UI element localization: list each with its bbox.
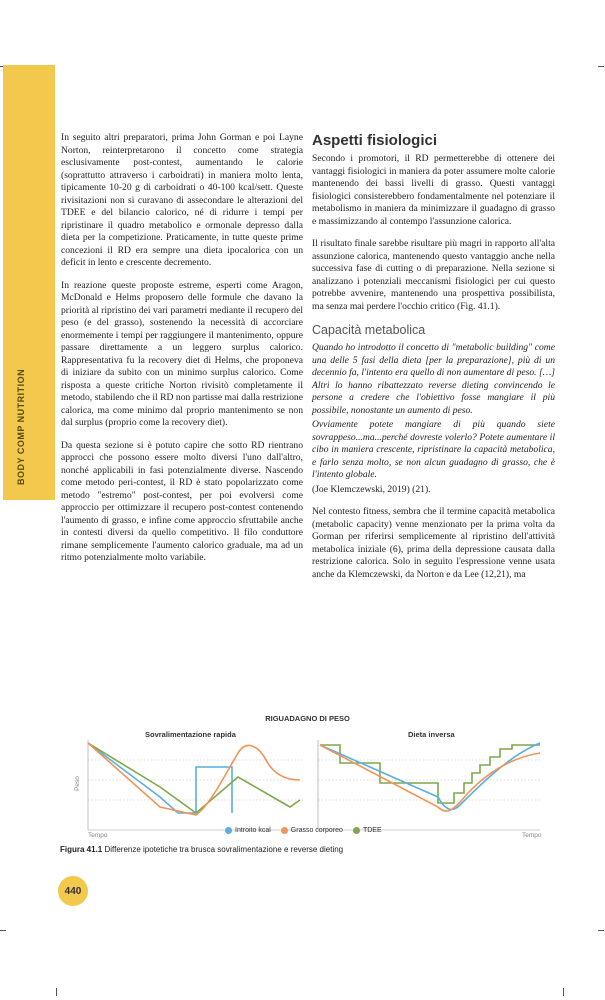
- series-intake-left: [88, 743, 232, 813]
- paragraph: Il risultato finale sarebbe risultare più magri in rapporto all'alta assunzione calorica, mantenendo questo vantaggio anche nella successiva fase di cutting o di preparazione. Nella sezione si analizzano i potenziali meccanismi fisiologici per cui questo potrebbe avvenire, mantenendo una prospettiva possibilista, ma senza mai perdere l'occhio critico (Fig. 41.1).: [312, 238, 555, 312]
- legend-dot: [225, 827, 232, 834]
- series-fat-right: [320, 745, 540, 811]
- series-fat-left: [88, 743, 300, 815]
- right-column: [312, 132, 555, 591]
- legend-dot: [281, 827, 288, 834]
- crop-mark: [598, 930, 604, 931]
- epigraph-quote: [312, 342, 555, 482]
- subsection-heading: Capacità metabolica: [312, 323, 426, 337]
- paragraph: In seguito altri preparatori, prima John Gorman e poi Layne Norton, reinterpretarono il concetto come strategia esclusivamente post-contest, aumentando le calorie (soprattutto attraverso i carboidrati) in maniera molto lenta, tipicamente 10-20 g di carboidrati o 40-100 kcal/sett. Queste rivisitazioni non si curavano di assecondare le alterazioni del TDEE e del bilancio calorico, né di ridurre i tempi per ripristinare il quadro metabolico e ormonale depresso dalla dieta per la competizione. Praticamente, in tutte queste prime concezioni il RD era sempre una dieta ipocalorica con un deficit in lento e crescente decremento.: [61, 132, 303, 268]
- figure-caption: [60, 845, 343, 854]
- series-intake-right: [320, 743, 540, 809]
- quote-source: (Joe Klemczewski, 2019) (21).: [312, 483, 431, 495]
- section-heading: Aspetti fisiologici: [312, 132, 438, 149]
- series-tdee-left: [88, 743, 300, 813]
- paragraph: In reazione queste proposte estreme, esperti come Aragon, McDonald e Helms proposero delle formule che davano la priorità al ripristino dei vari parametri mediante il recupero del peso (e del grasso), sostenendo la necessità di accorciare enormemente i tempi per raggiungere il mantenimento, oppure passare direttamente a un leggero surplus calorico. Rappresentativa fu la recovery diet di Helms, che proponeva di iniziare da subito con un minimo surplus calorico. Come risposta a queste critiche Norton rivisitò completamente il metodo, stabilendo che il RD non partisse mai dalla restrizione calorica, ma come minimo dal proprio mantenimento se non dal surplus (proprio come la recovery diet).: [61, 279, 303, 428]
- paragraph: Da questa sezione si è potuto capire che sotto RD rientrano approcci che possono essere molto diversi l'uno dall'altro, nonché applicabili in fasi potenzialmente diverse. Nascendo come metodo peri-contest, il RD è stato popolarizzato come metodo "estremo" post-contest, per poi evolversi come approccio per ottimizzare il recupero post-contest contenendo l'aumento di grasso, e infine come approccio sfruttabile anche in contesti diversi da quello competitivo. Il filo conduttore rimane semplicemente l'aumento calorico graduale, ma ad un ritmo potenzialmente molto variabile.: [61, 439, 303, 563]
- legend-label: Introito kcal: [235, 827, 271, 834]
- crop-mark: [56, 988, 57, 996]
- figure-41-1: [60, 710, 555, 880]
- legend-label: TDEE: [362, 827, 382, 834]
- paragraph: Secondo i promotori, il RD permetterebbe di ottenere dei vantaggi fisiologici in maniera da poter assumere molte calorie mantenendo dei bassi livelli di grasso. Questi vantaggi fisiologici consisterebbero fondamentalmente nel potenziare il metabolismo in maniera da minimizzare il guadagno di grasso e massimizzando al contempo l'assunzione calorica.: [312, 153, 555, 227]
- quote-paragraph: Ovviamente potete mangiare di più quando siete sovrappeso...ma...perché dovreste volerlo? Potete aumentare il cibo in maniera crescente, ripristinare la capacità metabolica, e farlo senza molto, se non alcun guadagno di grasso, che è l'intento globale.: [312, 419, 555, 480]
- panel-right-title: Dieta inversa: [408, 730, 455, 739]
- legend-label: Grasso corporeo: [290, 827, 343, 834]
- caption-text: Differenze ipotetiche tra brusca sovralimentazione e reverse dieting: [104, 845, 344, 854]
- legend-item: [353, 827, 382, 834]
- legend-item: [281, 827, 343, 834]
- paragraph: Nel contesto fitness, sembra che il termine capacità metabolica (metabolic capacity) venne menzionato per la prima volta da Gorman per riferirsi semplicemente al ripristino dell'attività metabolica iniziale (6), prima della depressione causata dalla restrizione calorica. Solo in seguito l'espressione venne usata anche da Klemczewski, da Norton e da Lee (12,21), ma: [312, 506, 555, 580]
- chapter-tab-label: BODY COMP NUTRITION: [16, 368, 26, 485]
- figure-legend: [225, 827, 382, 834]
- page-number: 440: [58, 876, 88, 906]
- axis-label-x-right: Tempo: [522, 832, 542, 839]
- left-column: [61, 132, 303, 575]
- legend-dot: [353, 827, 360, 834]
- legend-item: [225, 827, 271, 834]
- axis-label-y: Peso: [73, 776, 81, 791]
- crop-mark: [598, 66, 604, 67]
- figure-plots: [60, 735, 555, 860]
- crop-mark: [563, 988, 564, 996]
- quote-paragraph: Quando ho introdotto il concetto di "metabolic building" come una delle 5 fasi della dieta [per la preparazione], più di un decennio fa, l'intento era quello di non aumentare di peso. […] Altri lo hanno ribattezzato reverse dieting convincendo le persone a credere che l'obiettivo fosse mangiare il più possibile, nonostante un aumento di peso.: [312, 342, 555, 416]
- axis-label-x-left: Tempo: [88, 832, 108, 839]
- figure-title: RIGUADAGNO DI PESO: [265, 714, 350, 723]
- panel-left-title: Sovralimentazione rapida: [145, 730, 236, 739]
- caption-label: Figura 41.1: [60, 845, 103, 854]
- crop-mark: [0, 930, 6, 931]
- chapter-tab: [3, 65, 55, 500]
